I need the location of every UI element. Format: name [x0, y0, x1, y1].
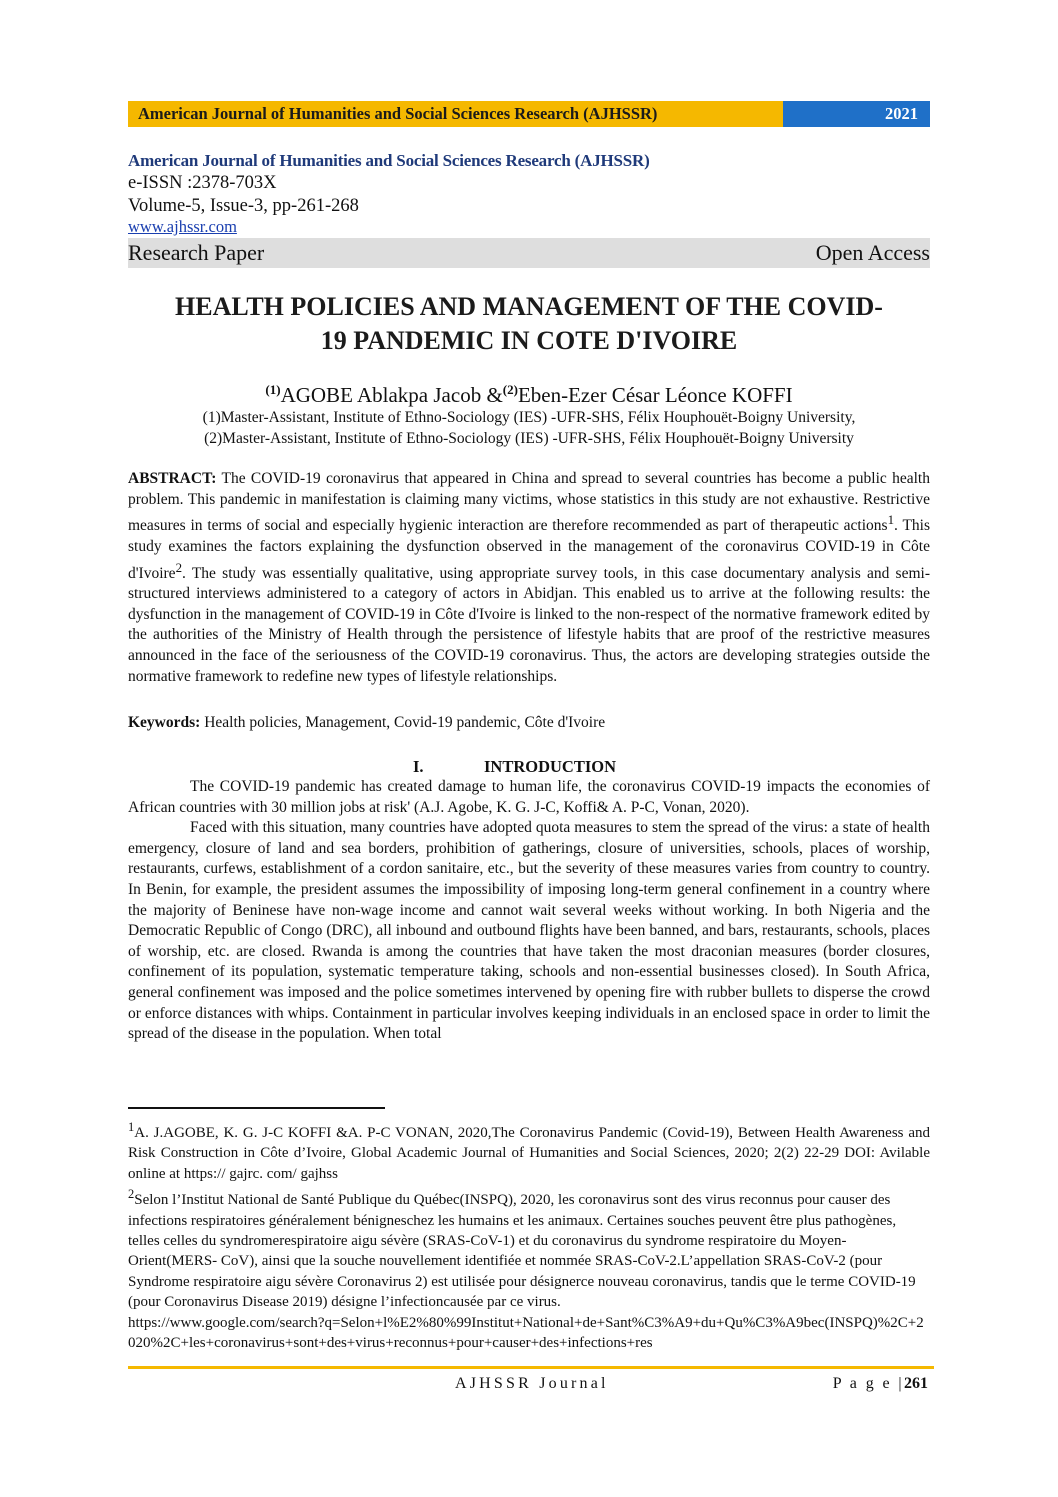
introduction-body	[128, 777, 930, 1045]
page-footer	[128, 1372, 934, 1396]
author-name: Eben-Ezer César Léonce KOFFI	[517, 383, 793, 407]
affiliation: (2)Master-Assistant, Institute of Ethno-Sociology (IES) -UFR-SHS, Félix Houphouët-Boigny University	[204, 430, 854, 447]
paper-title	[128, 290, 930, 358]
abstract-text: The COVID-19 coronavirus that appeared in China and spread to several countries has become a public health problem. This pandemic in manifestation is claiming many victims, whose statistics in this study are not exhaustive. Restrictive measures in terms of social and especially hygienic interaction are therefore recommended as part of therapeutic actions	[128, 470, 930, 535]
abstract	[128, 469, 930, 687]
footnote-text: A. J.AGOBE, K. G. J-C KOFFI &A. P-C VONAN, 2020,The Coronavirus Pandemic (Covid-19), Between Health Awareness and Risk Construction in Côte d’Ivoire, Global Academic Journal of Humanities and Social Sciences, 2020; 2(2) 22-29 DOI: Avilable online at https:// gajrc. com/ gajhss	[128, 1125, 930, 1182]
affiliations	[128, 407, 930, 449]
keywords-label: Keywords:	[128, 714, 201, 731]
authors	[128, 377, 930, 408]
footnotes	[128, 1117, 930, 1353]
running-header-year: 2021	[783, 101, 930, 127]
abstract-text: . This study examines the factors explaining the dysfunction observed in the management of the coronavirus COVID-19 in Côte d'Ivoire	[128, 517, 930, 582]
footer-journal: AJHSSR Journal	[455, 1375, 609, 1392]
abstract-text: . The study was essentially qualitative, using appropriate survey tools, in this case documentary analysis and semi-structured interviews administered to a category of actors in Abidjan. This enabled us to arrive at the following results: the dysfunction in the management of COVID-19 in Côte d'Ivoire is linked to the non-respect of the normative framework edited by the authorities of the Ministry of Health through the persistence of lifestyle habits that are proof of the restrictive measures announced in the face of the seriousness of the COVID-19 coronavirus. Thus, the actors are developing strategies outside the normative framework to redefine new types of lifestyle relationships.	[128, 564, 930, 685]
page-number: 261	[904, 1375, 928, 1392]
paper-title-line: 19 PANDEMIC IN COTE D'IVOIRE	[320, 326, 738, 355]
paper-title-line: HEALTH POLICIES AND MANAGEMENT OF THE COVID-	[175, 292, 883, 321]
access-type: Open Access	[815, 240, 930, 265]
author-mark: (1)	[265, 382, 281, 397]
footnote-mark: 1	[128, 1120, 135, 1134]
body-paragraph: Faced with this situation, many countries have adopted quota measures to stem the spread of the virus: a state of health emergency, closure of land and sea borders, prohibition of gatherings, closure of universities, schools, places of worship, restaurants, curfews, establishment of a cordon sanitaire, etc., but the severity of these measures varies from country to country. In Benin, for example, the president assumes the impossibility of imposing long-term general confinement in a country where the majority of Beninese have non-wage income and cannot wait several weeks without working. In both Nigeria and the Democratic Republic of Congo (DRC), all inbound and outbound flights have been banned, and bars, restaurants, schools, places of worship, etc. are closed. Rwanda is among the countries that have taken the most draconian measures (border closures, confinement of its population, systematic temperature taking, schools and non-essential businesses closed). In South Africa, general confinement was imposed and the police sometimes intervened by opening fire with rubber bullets to disperse the crowd or enforce distances with whips. Containment in particular involves keeping individuals in an enclosed space in order to limit the spread of the disease in the population. When total	[128, 819, 930, 1043]
footer-page	[833, 1372, 928, 1396]
footnote-url-link[interactable]: https://www.google.com/search?q=Selon+l%E2%80%99Institut+National+de+Sant%C3%A9+du+Qu%C3%A9bec(INSPQ)%2C+2020%2C+les+coronavirus+sont+des+virus+reconnus+pour+causer+des+infections+res	[128, 1314, 924, 1352]
issn: e-ISSN :2378-703X	[128, 173, 277, 193]
body-paragraph: The COVID-19 pandemic has created damage to human life, the coronavirus COVID-19 impacts the economies of African countries with 30 million jobs at risk' (A.J. Agobe, K. G. J-C, Koffi& A. P-C, Vonan, 2020).	[128, 778, 930, 816]
running-header-journal: American Journal of Humanities and Social Sciences Research (AJHSSR)	[128, 101, 783, 127]
journal-name: American Journal of Humanities and Social Sciences Research (AJHSSR)	[128, 151, 650, 170]
author-name: AGOBE Ablakpa Jacob &	[280, 383, 503, 407]
keywords-text: Health policies, Management, Covid-19 pandemic, Côte d'Ivoire	[200, 714, 606, 731]
journal-meta	[128, 150, 930, 268]
abstract-label: ABSTRACT:	[128, 470, 217, 487]
footnote-ref[interactable]: 1	[887, 512, 895, 528]
paper-type-bar	[128, 238, 930, 268]
keywords	[128, 713, 930, 733]
footnote-2	[128, 1184, 930, 1312]
affiliation: (1)Master-Assistant, Institute of Ethno-Sociology (IES) -UFR-SHS, Félix Houphouët-Boigny University,	[202, 409, 856, 426]
running-header	[128, 101, 930, 127]
footnote-mark: 2	[128, 1187, 135, 1202]
author-mark: (2)	[502, 382, 518, 397]
journal-website-link[interactable]: www.ajhssr.com	[128, 217, 237, 236]
footer-page-label: P a g e |	[832, 1375, 904, 1392]
footnote-1	[128, 1117, 930, 1184]
volume-issue: Volume-5, Issue-3, pp-261-268	[128, 196, 359, 216]
paper-type: Research Paper	[128, 240, 265, 265]
footnote-divider	[128, 1107, 385, 1109]
footer-divider	[128, 1366, 934, 1369]
footnote-ref[interactable]: 2	[175, 559, 183, 575]
section-number: I.	[413, 757, 424, 776]
section-title: INTRODUCTION	[484, 757, 617, 776]
footnote-text: Selon l’Institut National de Santé Publique du Québec(INSPQ), 2020, les coronavirus sont des virus reconnus pour causer des infections respiratoires généralement bénigneschez les humains et les animaux. Certaines souches peuvent être plus pathogènes, telles celles du syndromerespiratoire aigu sévère (SRAS-CoV-1) et du coronavirus du syndrome respiratoire du Moyen-Orient(MERS- CoV), ainsi que la souche nouvellement identifiée et nommée SRAS-CoV-2.L’appellation SRAS-CoV-2 (pour Syndrome respiratoire aigu sévère Coronavirus 2) est utilisée pour désignerce nouveau coronavirus, tandis que le terme COVID-19 (pour Coronavirus Disease 2019) désigne l’infectioncausée par ce virus.	[128, 1192, 916, 1311]
